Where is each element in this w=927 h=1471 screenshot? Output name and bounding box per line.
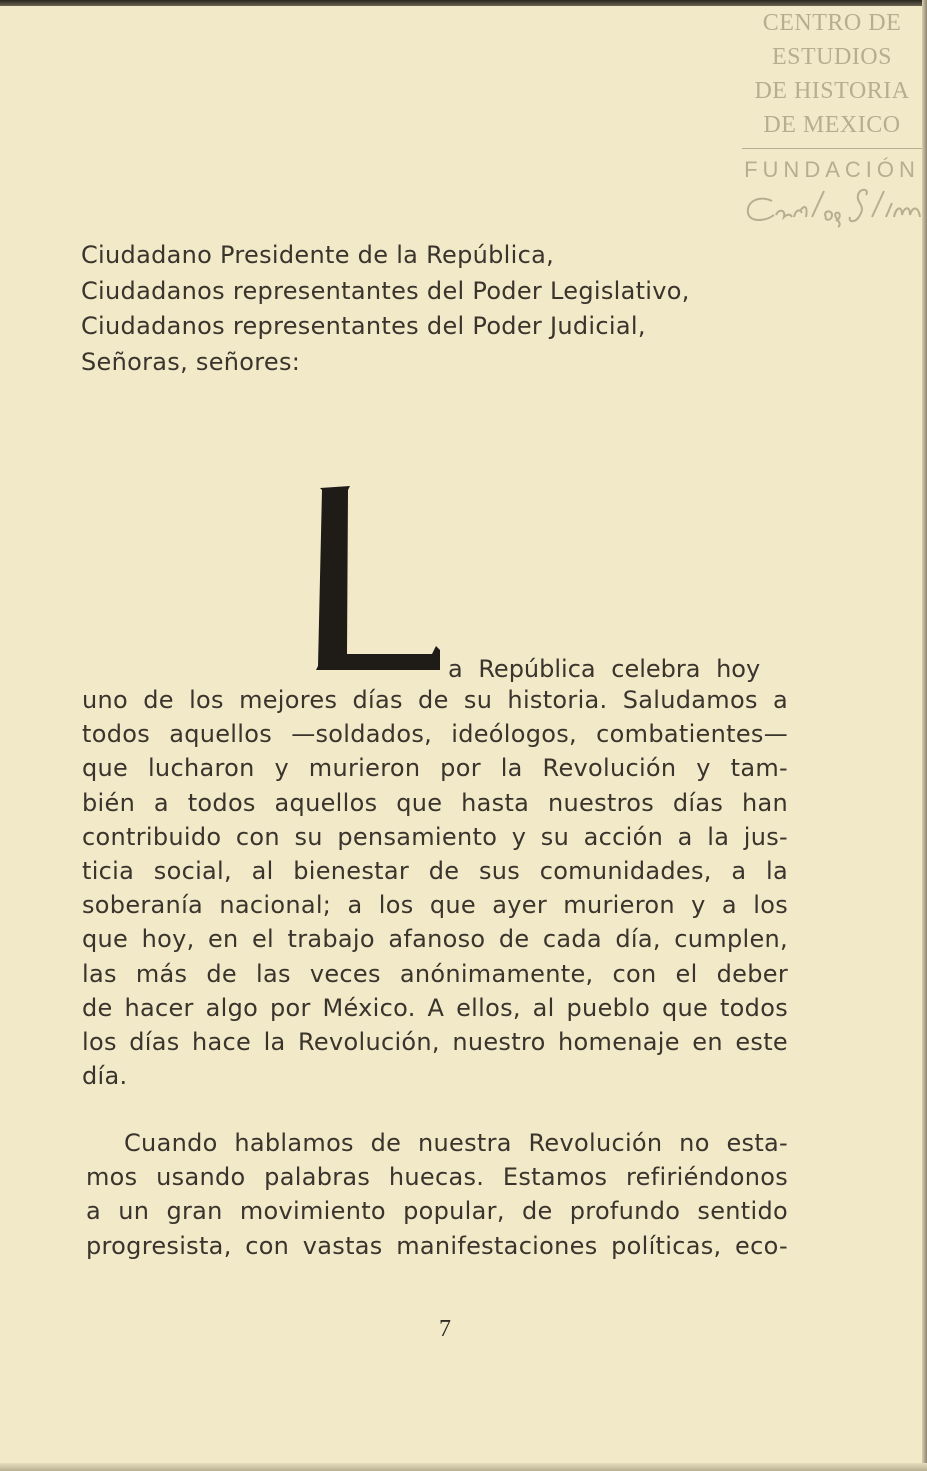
text-line: todos aquellos —soldados, ideólogos, combatientes— bbox=[82, 720, 788, 749]
text-line: contribuido con su pensamiento y su acción a la jus- bbox=[82, 822, 788, 851]
text-line: que hoy, en el trabajo afanoso de cada día, cumplen, bbox=[82, 925, 788, 954]
text-line: de hacer algo por México. A ellos, al pueblo que todos bbox=[82, 993, 788, 1022]
paragraph-1 bbox=[82, 683, 788, 1093]
salutation-line: Ciudadano Presidente de la República, bbox=[81, 241, 555, 269]
drop-cap bbox=[314, 486, 444, 672]
first-line: a República celebra hoy bbox=[448, 655, 761, 683]
page-number: 7 bbox=[439, 1316, 451, 1342]
text-line: a un gran movimiento popular, de profundo sentido bbox=[86, 1197, 788, 1226]
text-line: soberanía nacional; a los que ayer murieron y a los bbox=[82, 891, 788, 920]
text-line: Cuando hablamos de nuestra Revolución no esta- bbox=[124, 1129, 788, 1157]
text-line: mos usando palabras huecas. Estamos refiriéndonos bbox=[86, 1163, 788, 1192]
text-line: las más de las veces anónimamente, con el deber bbox=[82, 959, 788, 988]
salutation bbox=[81, 238, 690, 380]
salutation-line: Señoras, señores: bbox=[81, 347, 301, 376]
text-line: uno de los mejores días de su historia. Saludamos a bbox=[82, 686, 788, 714]
salutation-line: Ciudadanos representantes del Poder Legislativo, bbox=[81, 276, 690, 305]
text-line: progresista, con vastas manifestaciones políticas, eco- bbox=[86, 1231, 788, 1260]
page-right-edge bbox=[922, 0, 927, 1471]
text-line: que lucharon y murieron por la Revolución y tam- bbox=[82, 754, 788, 783]
stamp-line: DE MEXICO bbox=[763, 112, 901, 138]
text-line: ticia social, al bienestar de sus comunidades, a la bbox=[82, 856, 788, 885]
stamp-foundation: FUNDACIÓN bbox=[744, 157, 920, 182]
signature-logo bbox=[742, 187, 922, 231]
salutation-line: Ciudadanos representantes del Poder Judicial, bbox=[81, 312, 646, 340]
paragraph-2 bbox=[86, 1126, 788, 1263]
page-bottom-edge bbox=[0, 1463, 927, 1471]
text-line: día. bbox=[82, 1062, 128, 1091]
stamp-divider bbox=[742, 148, 922, 149]
text-line: bién a todos aquellos que hasta nuestros días han bbox=[82, 788, 788, 817]
text-line: los días hace la Revolución, nuestro homenaje en este bbox=[82, 1027, 788, 1056]
stamp-line: DE HISTORIA bbox=[754, 78, 910, 104]
stamp-line: ESTUDIOS bbox=[771, 44, 892, 70]
stamp-line: CENTRO DE bbox=[762, 10, 902, 36]
library-stamp bbox=[742, 6, 922, 231]
drop-cap-letter: L bbox=[314, 486, 315, 487]
